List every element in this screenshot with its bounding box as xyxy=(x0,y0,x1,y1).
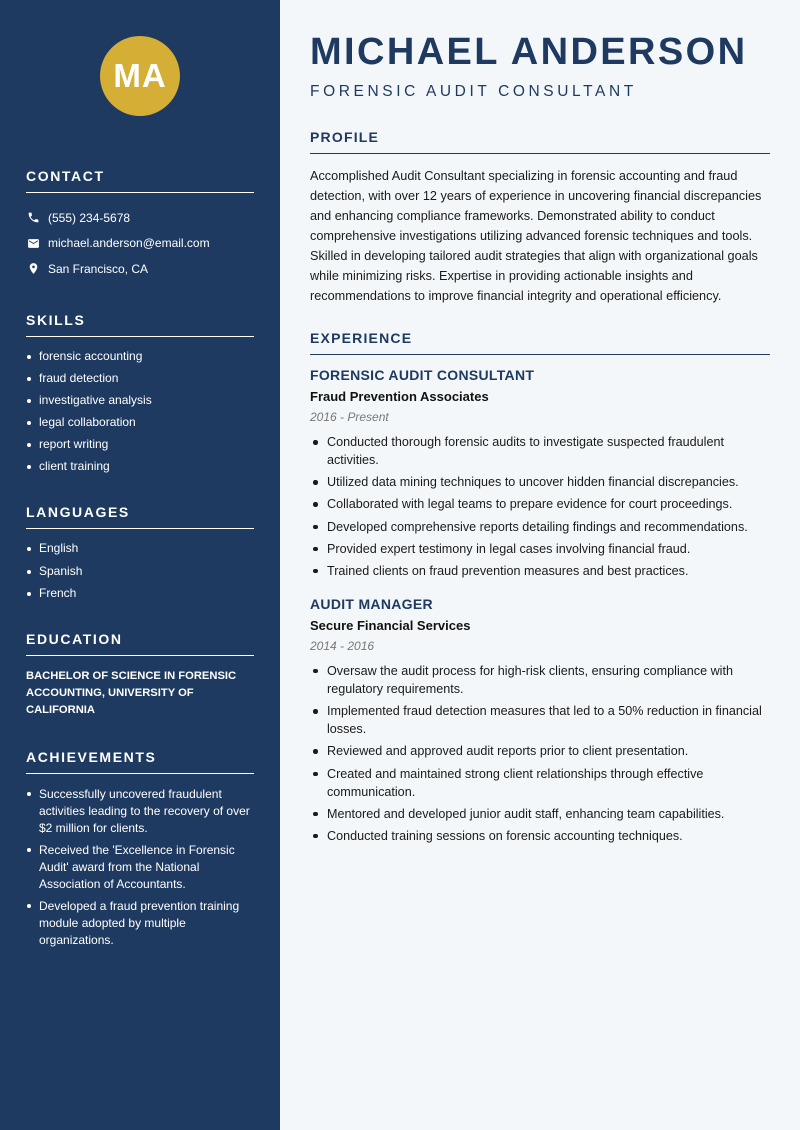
skill-item: legal collaboration xyxy=(26,415,254,430)
job-bullet: Developed comprehensive reports detailing findings and recommendations. xyxy=(310,518,770,536)
phone-icon xyxy=(26,211,40,225)
job-title: FORENSIC AUDIT CONSULTANT xyxy=(310,367,535,383)
candidate-name: MICHAEL ANDERSON xyxy=(310,31,748,73)
achievements-section xyxy=(26,749,254,949)
contact-email xyxy=(26,231,254,257)
achievements-heading: ACHIEVEMENTS xyxy=(26,749,254,774)
skill-item: fraud detection xyxy=(26,371,254,386)
location-pin-icon xyxy=(26,262,40,276)
achievement-item: Successfully uncovered fraudulent activities leading to the recovery of over $2 million for clients. xyxy=(26,786,254,837)
achievement-item: Developed a fraud prevention training module adopted by multiple organizations. xyxy=(26,898,254,949)
job-company: Secure Financial Services xyxy=(310,617,471,633)
job-bullet: Utilized data mining techniques to uncover hidden financial discrepancies. xyxy=(310,473,770,491)
contact-phone xyxy=(26,205,254,231)
phone-text: (555) 234-5678 xyxy=(48,210,131,225)
email-text: michael.anderson@email.com xyxy=(48,236,210,251)
contact-section xyxy=(26,168,254,282)
job-title: AUDIT MANAGER xyxy=(310,595,433,612)
job-bullet: Provided expert testimony in legal cases involving financial fraud. xyxy=(310,540,770,558)
education-heading: EDUCATION xyxy=(26,631,254,656)
job-bullet: Oversaw the audit process for high-risk clients, ensuring compliance with regulatory requirements. xyxy=(310,662,770,698)
job-bullet: Conducted training sessions on forensic accounting techniques. xyxy=(310,827,770,845)
skills-heading: SKILLS xyxy=(26,312,254,337)
job-bullet: Reviewed and approved audit reports prior to client presentation. xyxy=(310,742,770,760)
contact-heading: CONTACT xyxy=(26,168,254,193)
languages-heading: LANGUAGES xyxy=(26,504,254,529)
main-content xyxy=(280,0,800,1130)
skill-item: investigative analysis xyxy=(26,393,254,408)
languages-section xyxy=(26,504,254,600)
job-dates: 2014 - 2016 xyxy=(310,638,375,653)
achievements-list xyxy=(26,786,254,949)
job-entry xyxy=(310,367,770,580)
job-bullets xyxy=(310,662,770,845)
candidate-role: FORENSIC AUDIT CONSULTANT xyxy=(310,83,637,100)
job-bullet: Collaborated with legal teams to prepare evidence for court proceedings. xyxy=(310,495,770,513)
experience-heading: EXPERIENCE xyxy=(310,330,770,355)
job-bullet: Implemented fraud detection measures that led to a 50% reduction in financial losses. xyxy=(310,702,770,738)
job-bullet: Conducted thorough forensic audits to investigate suspected fraudulent activities. xyxy=(310,433,770,469)
skill-item: client training xyxy=(26,459,254,474)
job-dates: 2016 - Present xyxy=(310,410,389,424)
job-bullet: Created and maintained strong client relationships through effective communication. xyxy=(310,765,770,801)
job-bullet: Trained clients on fraud prevention measures and best practices. xyxy=(310,562,770,580)
job-company: Fraud Prevention Associates xyxy=(310,389,489,404)
skill-item: forensic accounting xyxy=(26,349,254,364)
skills-section xyxy=(26,312,254,475)
skills-list xyxy=(26,349,254,475)
profile-heading: PROFILE xyxy=(310,129,770,154)
avatar-initials: MA xyxy=(100,36,180,116)
language-item: English xyxy=(26,541,254,556)
email-icon xyxy=(26,236,40,250)
languages-list xyxy=(26,541,254,600)
education-section xyxy=(26,631,254,719)
location-text: San Francisco, CA xyxy=(48,261,149,276)
education-degree: BACHELOR OF SCIENCE IN FORENSIC ACCOUNTING, UNIVERSITY OF CALIFORNIA xyxy=(26,669,237,716)
achievement-item: Received the 'Excellence in Forensic Audit' award from the National Association of Accountants. xyxy=(26,842,254,893)
job-entry xyxy=(310,596,770,845)
contact-location xyxy=(26,256,254,282)
language-item: French xyxy=(26,586,254,601)
experience-section xyxy=(310,330,770,845)
profile-section xyxy=(310,129,770,306)
sidebar xyxy=(0,0,280,1130)
job-bullets xyxy=(310,433,770,580)
language-item: Spanish xyxy=(26,564,254,579)
profile-text: Accomplished Audit Consultant specializing in forensic accounting and fraud detection, with over 12 years of experience in uncovering financial discrepancies and enhancing compliance frameworks. Demonstrated ability to conduct comprehensive investigations utilizing advanced forensic techniques and tools. Skilled in developing tailored audit strategies that align with organizational goals while minimizing risks. Expertise in providing actionable insights and recommendations to improve financial integrity and operational efficiency. xyxy=(310,169,762,303)
job-bullet: Mentored and developed junior audit staff, enhancing team capabilities. xyxy=(310,805,770,823)
skill-item: report writing xyxy=(26,437,254,452)
